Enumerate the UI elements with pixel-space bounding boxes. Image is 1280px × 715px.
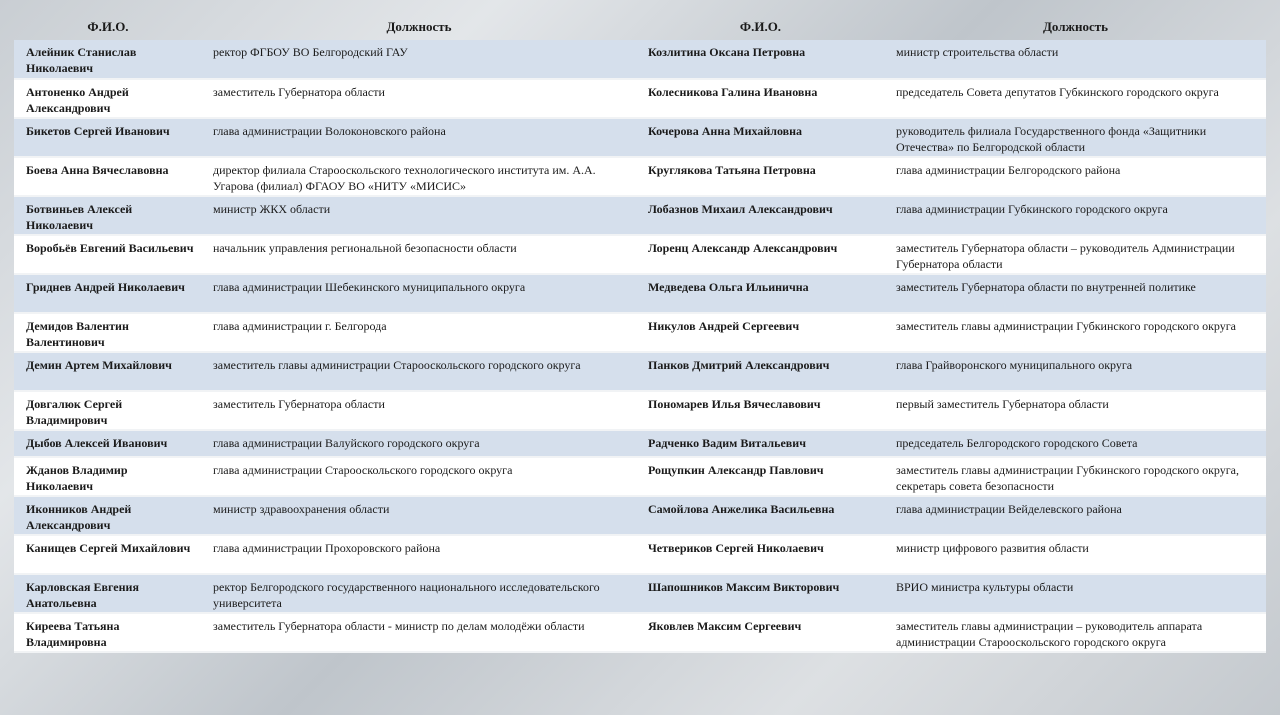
document-sheet <box>14 14 1266 715</box>
cell-position-right: первый заместитель Губернатора области <box>885 391 1266 430</box>
cell-name-right: Радченко Вадим Витальевич <box>636 430 885 457</box>
cell-name-left: Демин Артем Михайлович <box>14 352 202 391</box>
cell-position-right: руководитель филиала Государственного фонда «Защитники Отечества» по Белгородской области <box>885 118 1266 157</box>
table-row <box>14 574 1266 613</box>
cell-name-left: Демидов Валентин Валентинович <box>14 313 202 352</box>
table-row <box>14 235 1266 274</box>
cell-position-right: ВРИО министра культуры области <box>885 574 1266 613</box>
cell-position-right: глава администрации Вейделевского района <box>885 496 1266 535</box>
cell-position-right: заместитель главы администрации – руководитель аппарата администрации Старооскольского городского округа <box>885 613 1266 652</box>
cell-name-right: Медведева Ольга Ильинична <box>636 274 885 313</box>
cell-position-left: министр здравоохранения области <box>202 496 636 535</box>
cell-position-right: министр цифрового развития области <box>885 535 1266 574</box>
cell-position-left: заместитель Губернатора области <box>202 79 636 118</box>
cell-name-right: Панков Дмитрий Александрович <box>636 352 885 391</box>
cell-name-right: Шапошников Максим Викторович <box>636 574 885 613</box>
cell-name-right: Кочерова Анна Михайловна <box>636 118 885 157</box>
cell-position-right: глава Грайворонского муниципального округа <box>885 352 1266 391</box>
cell-name-right: Яковлев Максим Сергеевич <box>636 613 885 652</box>
header-position-right: Должность <box>1042 19 1108 34</box>
cell-name-left: Канищев Сергей Михайлович <box>14 535 202 574</box>
table-row <box>14 613 1266 652</box>
table-row <box>14 535 1266 574</box>
cell-name-right: Круглякова Татьяна Петровна <box>636 157 885 196</box>
table-body <box>14 40 1266 652</box>
cell-name-left: Довгалюк Сергей Владимирович <box>14 391 202 430</box>
cell-name-left: Иконников Андрей Александрович <box>14 496 202 535</box>
table-row <box>14 430 1266 457</box>
cell-position-right: заместитель Губернатора области – руководитель Администрации Губернатора области <box>885 235 1266 274</box>
table-row <box>14 274 1266 313</box>
officials-table <box>14 14 1266 653</box>
cell-position-right: заместитель главы администрации Губкинского городского округа <box>885 313 1266 352</box>
cell-position-left: директор филиала Старооскольского технологического института им. А.А. Угарова (филиал) ФГАОУ ВО «НИТУ «МИСИС» <box>202 157 636 196</box>
cell-position-left: заместитель Губернатора области - министр по делам молодёжи области <box>202 613 636 652</box>
cell-position-right: глава администрации Белгородского района <box>885 157 1266 196</box>
cell-position-right: заместитель Губернатора области по внутренней политике <box>885 274 1266 313</box>
cell-position-right: заместитель главы администрации Губкинского городского округа, секретарь совета безопасности <box>885 457 1266 496</box>
cell-name-right: Рощупкин Александр Павлович <box>636 457 885 496</box>
cell-name-left: Антоненко Андрей Александрович <box>14 79 202 118</box>
cell-position-left: глава администрации Шебекинского муниципального округа <box>202 274 636 313</box>
table-row <box>14 196 1266 235</box>
table-row <box>14 352 1266 391</box>
cell-name-right: Козлитина Оксана Петровна <box>636 40 885 79</box>
table-row <box>14 496 1266 535</box>
cell-name-right: Четвериков Сергей Николаевич <box>636 535 885 574</box>
cell-name-right: Самойлова Анжелика Васильевна <box>636 496 885 535</box>
table-row <box>14 457 1266 496</box>
table-row <box>14 79 1266 118</box>
cell-name-right: Никулов Андрей Сергеевич <box>636 313 885 352</box>
cell-name-left: Боева Анна Вячеславовна <box>14 157 202 196</box>
cell-position-right: председатель Совета депутатов Губкинского городского округа <box>885 79 1266 118</box>
cell-position-left: глава администрации г. Белгорода <box>202 313 636 352</box>
header-name-left: Ф.И.О. <box>87 19 129 34</box>
cell-name-left: Жданов Владимир Николаевич <box>14 457 202 496</box>
cell-position-left: начальник управления региональной безопасности области <box>202 235 636 274</box>
cell-position-left: глава администрации Старооскольского городского округа <box>202 457 636 496</box>
cell-position-left: ректор Белгородского государственного национального исследовательского университета <box>202 574 636 613</box>
cell-position-left: глава администрации Волоконовского района <box>202 118 636 157</box>
table-row <box>14 118 1266 157</box>
table-row <box>14 313 1266 352</box>
cell-position-left: заместитель Губернатора области <box>202 391 636 430</box>
cell-name-left: Бикетов Сергей Иванович <box>14 118 202 157</box>
cell-position-left: заместитель главы администрации Старооскольского городского округа <box>202 352 636 391</box>
cell-name-right: Колесникова Галина Ивановна <box>636 79 885 118</box>
cell-position-left: глава администрации Прохоровского района <box>202 535 636 574</box>
cell-position-right: председатель Белгородского городского Совета <box>885 430 1266 457</box>
header-name-right: Ф.И.О. <box>739 19 782 34</box>
cell-name-left: Дыбов Алексей Иванович <box>14 430 202 457</box>
cell-position-left: ректор ФГБОУ ВО Белгородский ГАУ <box>202 40 636 79</box>
cell-position-left: министр ЖКХ области <box>202 196 636 235</box>
cell-name-right: Пономарев Илья Вячеславович <box>636 391 885 430</box>
cell-name-left: Алейник Станислав Николаевич <box>14 40 202 79</box>
table-header-row <box>14 14 1266 40</box>
table-row <box>14 157 1266 196</box>
cell-name-left: Карловская Евгения Анатольевна <box>14 574 202 613</box>
header-position-left: Должность <box>386 19 452 34</box>
cell-position-right: министр строительства области <box>885 40 1266 79</box>
cell-name-right: Лобазнов Михаил Александрович <box>636 196 885 235</box>
cell-name-left: Воробьёв Евгений Васильевич <box>14 235 202 274</box>
cell-position-right: глава администрации Губкинского городского округа <box>885 196 1266 235</box>
cell-name-left: Киреева Татьяна Владимировна <box>14 613 202 652</box>
cell-name-right: Лоренц Александр Александрович <box>636 235 885 274</box>
table-row <box>14 391 1266 430</box>
table-row <box>14 40 1266 79</box>
cell-name-left: Ботвиньев Алексей Николаевич <box>14 196 202 235</box>
cell-name-left: Гриднев Андрей Николаевич <box>14 274 202 313</box>
cell-position-left: глава администрации Валуйского городского округа <box>202 430 636 457</box>
